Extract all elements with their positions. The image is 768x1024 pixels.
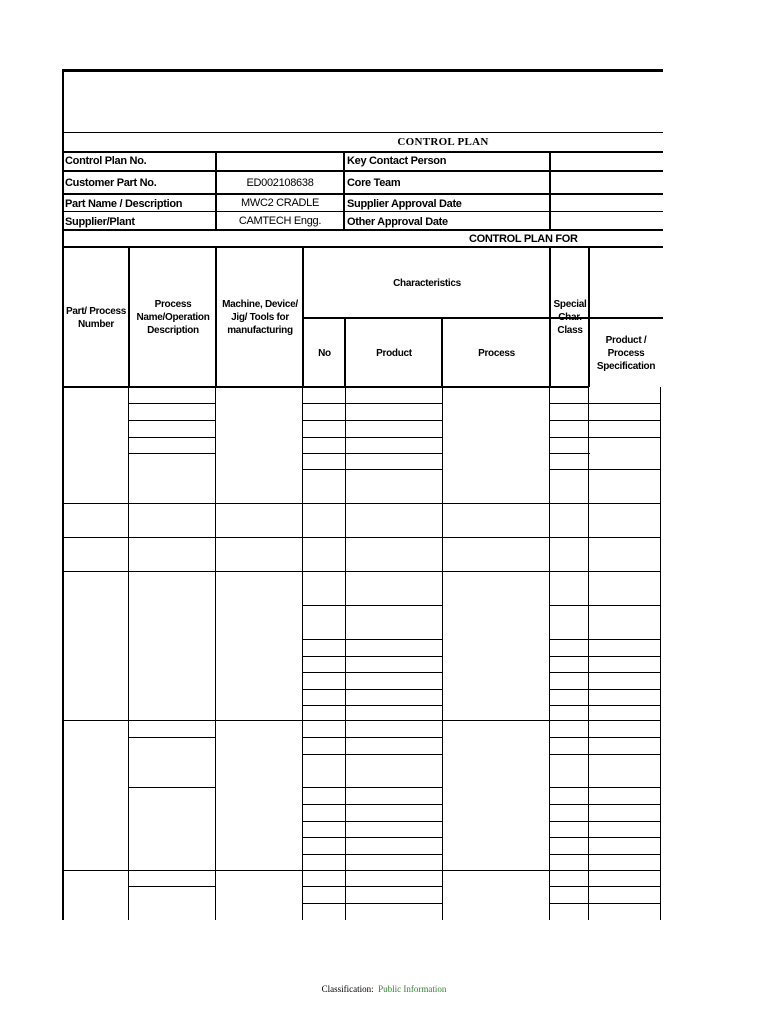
supplier-approval-label: Supplier Approval Date [347,198,462,210]
col-characteristics: Characteristics [393,278,461,289]
grid-rule [302,420,443,421]
grid-rule [549,453,590,454]
grid-rule [302,804,443,805]
grid-rule [302,821,443,822]
core-team-label: Core Team [347,177,401,189]
rule [128,247,130,387]
supplier-plant-value: CAMTECH Engg. [238,215,322,227]
grid-rule [549,821,661,822]
rule [63,132,663,133]
grid-rule [549,754,661,755]
grid-rule [63,537,661,538]
rule [63,151,663,153]
grid-rule [302,453,443,454]
grid-rule [549,437,661,438]
left-border [62,69,64,920]
other-approval-label: Other Approval Date [347,216,448,228]
grid-rule [302,403,443,404]
grid-rule [128,886,216,887]
grid-rule [549,689,661,690]
grid-rule [588,387,589,920]
col-product: Product [376,348,412,359]
grid-rule [442,387,443,920]
rule [63,386,589,388]
col-no: No [318,348,331,359]
grid-rule [63,870,661,871]
col-process-name: Process Name/Operation Description [136,299,210,336]
key-contact-label: Key Contact Person [347,155,447,167]
rule [215,247,217,387]
grid-rule [302,639,443,640]
grid-rule [549,737,661,738]
grid-rule [549,903,661,904]
col-process: Process [478,348,515,359]
grid-rule [302,605,443,606]
col-machine: Machine, Device/ Jig/ Tools for manufacturing [222,299,298,336]
rule [549,152,551,230]
classification-label: Classification: [321,984,374,994]
grid-rule [128,387,129,920]
grid-rule [549,672,661,673]
grid-rule [302,787,443,788]
top-border [62,69,663,72]
grid-rule [302,689,443,690]
grid-rule [549,420,661,421]
grid-rule [128,437,216,438]
control-plan-for-label: CONTROL PLAN FOR [469,233,578,245]
classification-footer [0,984,768,994]
grid-rule [549,656,661,657]
document-title: CONTROL PLAN [397,136,489,148]
grid-rule [63,571,661,572]
grid-rule [302,903,443,904]
grid-rule [302,672,443,673]
grid-rule [549,787,661,788]
part-name-label: Part Name / Description [65,198,183,210]
rule [63,246,663,248]
grid-rule [63,503,661,504]
rule [303,317,663,319]
grid-rule [549,705,661,706]
part-name-value: MWC2 CRADLE [241,197,319,209]
grid-rule [549,639,661,640]
grid-rule [549,605,661,606]
grid-rule [302,705,443,706]
grid-rule [549,804,661,805]
grid-rule [128,453,216,454]
col-spec: Product / Process Specification [596,335,656,372]
grid-rule [128,737,216,738]
rule [63,170,663,172]
grid-rule [302,387,303,920]
grid-rule [302,656,443,657]
grid-rule [63,720,661,721]
grid-rule [302,837,443,838]
grid-rule [302,437,443,438]
grid-rule [215,387,216,920]
customer-part-no-label: Customer Part No. [65,177,157,189]
grid-rule [302,754,443,755]
customer-part-no-value: ED002108638 [246,177,314,189]
supplier-plant-label: Supplier/Plant [65,216,135,228]
grid-rule [549,387,550,920]
grid-rule [588,403,661,404]
grid-rule [302,737,443,738]
grid-rule [128,420,216,421]
grid-rule [660,387,661,920]
rule [63,193,663,195]
grid-rule [302,854,443,855]
grid-rule [345,387,346,920]
rule [63,229,663,231]
classification-value: Public Information [378,984,447,994]
control-plan-no-label: Control Plan No. [65,155,147,167]
grid-rule [549,854,661,855]
col-part-process-number: Part/ Process Number [65,306,127,330]
rule [63,211,663,212]
col-special-char: Special Char. Class [553,299,587,336]
grid-rule [128,403,216,404]
grid-rule [128,787,216,788]
grid-rule [302,469,443,470]
grid-rule [549,837,661,838]
grid-rule [549,469,661,470]
grid-rule [549,886,661,887]
grid-rule [302,886,443,887]
